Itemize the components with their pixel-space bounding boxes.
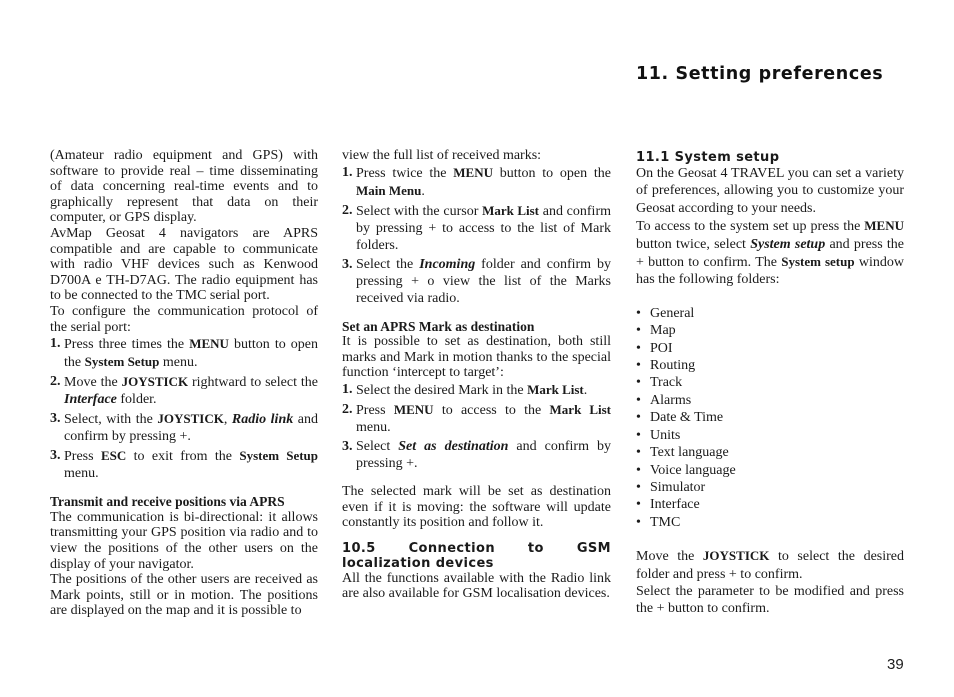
bullet-icon: • — [636, 375, 641, 391]
bullet-icon: • — [636, 305, 641, 321]
column-right — [636, 150, 904, 618]
step-item — [342, 381, 611, 399]
bullet-icon: • — [636, 410, 641, 426]
step-text: Select Set as destination and confirm by pressing +. — [356, 438, 611, 471]
step-number: 1. — [342, 381, 353, 397]
section-heading: 11.1 System setup — [636, 150, 780, 165]
paragraph: It is possible to set as destination, both still marks and Mark in motion thanks to the special function ‘intercept to target’: — [342, 334, 611, 381]
step-number: 2. — [342, 401, 353, 417]
paragraph: The positions of the other users are received as Mark points, still or in motion. The positions are displayed on the map and it is possible to — [50, 572, 318, 619]
bullet-icon: • — [636, 340, 641, 356]
step-item — [342, 164, 611, 200]
list-item: • General — [636, 305, 695, 321]
bullet-icon: • — [636, 358, 641, 374]
paragraph: The selected mark will be set as destination even if it is moving: the software will update constantly its position and follow it. — [342, 483, 611, 531]
destination-steps — [342, 381, 611, 472]
subheading: Set an APRS Mark as destination — [342, 318, 535, 334]
page-number: 39 — [887, 656, 904, 673]
step-text: Press three times the MENU button to open the System Setup menu. — [64, 336, 318, 371]
bullet-icon: • — [636, 514, 641, 530]
list-item: • Date & Time — [636, 410, 724, 426]
list-item: • Simulator — [636, 479, 706, 495]
bullet-icon: • — [636, 497, 641, 513]
list-item: • Alarms — [636, 392, 692, 408]
list-item: • Units — [636, 427, 681, 443]
paragraph: The communication is bi-directional: it allows transmitting your GPS position via radio and to view the positions of the other users on the display of your navigator. — [50, 509, 318, 572]
list-item: • Voice language — [636, 462, 736, 478]
config-steps — [50, 335, 318, 482]
bullet-icon: • — [636, 323, 641, 339]
paragraph: view the full list of received marks: — [342, 148, 542, 163]
list-item: • Track — [636, 375, 683, 391]
step-number: 2. — [50, 374, 61, 390]
step-item — [50, 410, 318, 445]
list-item: • Map — [636, 323, 676, 339]
folder-list — [636, 305, 904, 531]
paragraph: (Amateur radio equipment and GPS) with software to provide real – time disseminating of data concerning real-time events and to graphically represent that data on their computer, or GPS display. — [50, 148, 318, 226]
column-middle — [342, 148, 611, 602]
list-item: • Routing — [636, 358, 696, 374]
step-text: Press twice the MENU button to open the Main Menu. — [356, 164, 611, 199]
step-number: 3. — [342, 256, 353, 272]
mark-list-steps — [342, 164, 611, 307]
bullet-icon: • — [636, 479, 641, 495]
step-number: 2. — [342, 202, 353, 218]
paragraph: To configure the communication protocol of the serial port: — [50, 303, 318, 335]
list-item: • Interface — [636, 497, 700, 513]
step-text: Select the Incoming folder and confirm by pressing + o view the list of the Marks received via radio. — [356, 256, 611, 306]
step-item — [50, 447, 318, 482]
step-number: 3. — [50, 448, 61, 464]
step-text: Press ESC to exit from the System Setup menu. — [64, 448, 318, 482]
step-number: 1. — [342, 164, 353, 180]
step-text: Select, with the JOYSTICK, Radio link and confirm by pressing +. — [64, 411, 319, 445]
step-text: Press MENU to access to the Mark List menu. — [356, 401, 611, 435]
chapter-title: 11. Setting preferences — [636, 64, 884, 84]
step-item — [50, 373, 318, 408]
step-number: 3. — [342, 438, 353, 454]
paragraph: On the Geosat 4 TRAVEL you can set a variety of preferences, allowing you to customize your Geosat according to your needs. — [636, 166, 904, 216]
step-text: Select with the cursor Mark List and confirm by pressing + to access to the list of Mark folders. — [356, 202, 611, 253]
list-item: • POI — [636, 340, 673, 356]
list-item: • TMC — [636, 514, 681, 530]
step-item — [342, 202, 611, 254]
paragraph: All the functions available with the Radio link are also available for GSM localisation devices. — [342, 570, 611, 602]
bullet-icon: • — [636, 462, 641, 478]
section-heading: 10.5 Connection to GSM localization devices — [342, 540, 611, 571]
step-item — [342, 401, 611, 436]
step-text: Move the JOYSTICK rightward to select the Interface folder. — [64, 374, 318, 408]
step-item — [342, 256, 611, 307]
step-number: 1. — [50, 336, 61, 352]
step-text: Select the desired Mark in the Mark List. — [356, 381, 588, 398]
paragraph: AvMap Geosat 4 navigators are APRS compatible and are capable to communicate with radio VHF devices such as Kenwood D700A e TH-D7AG. The radio equipment has to be connected to the TMC serial port. — [50, 225, 318, 304]
step-item — [50, 335, 318, 371]
paragraph: Move the JOYSTICK to select the desired folder and press + to confirm. — [636, 548, 904, 582]
paragraph: To access to the system set up press the MENU button twice, select System setup and press the + button to confirm. The System setup window has the following folders: — [636, 218, 905, 288]
step-number: 3. — [50, 411, 61, 427]
bullet-icon: • — [636, 427, 641, 443]
paragraph: Select the parameter to be modified and press the + button to confirm. — [636, 583, 904, 617]
subheading: Transmit and receive positions via APRS — [50, 494, 285, 510]
step-item — [342, 438, 611, 472]
bullet-icon: • — [636, 392, 641, 408]
bullet-icon: • — [636, 445, 641, 461]
list-item: • Text language — [636, 445, 729, 461]
column-left — [50, 148, 318, 619]
